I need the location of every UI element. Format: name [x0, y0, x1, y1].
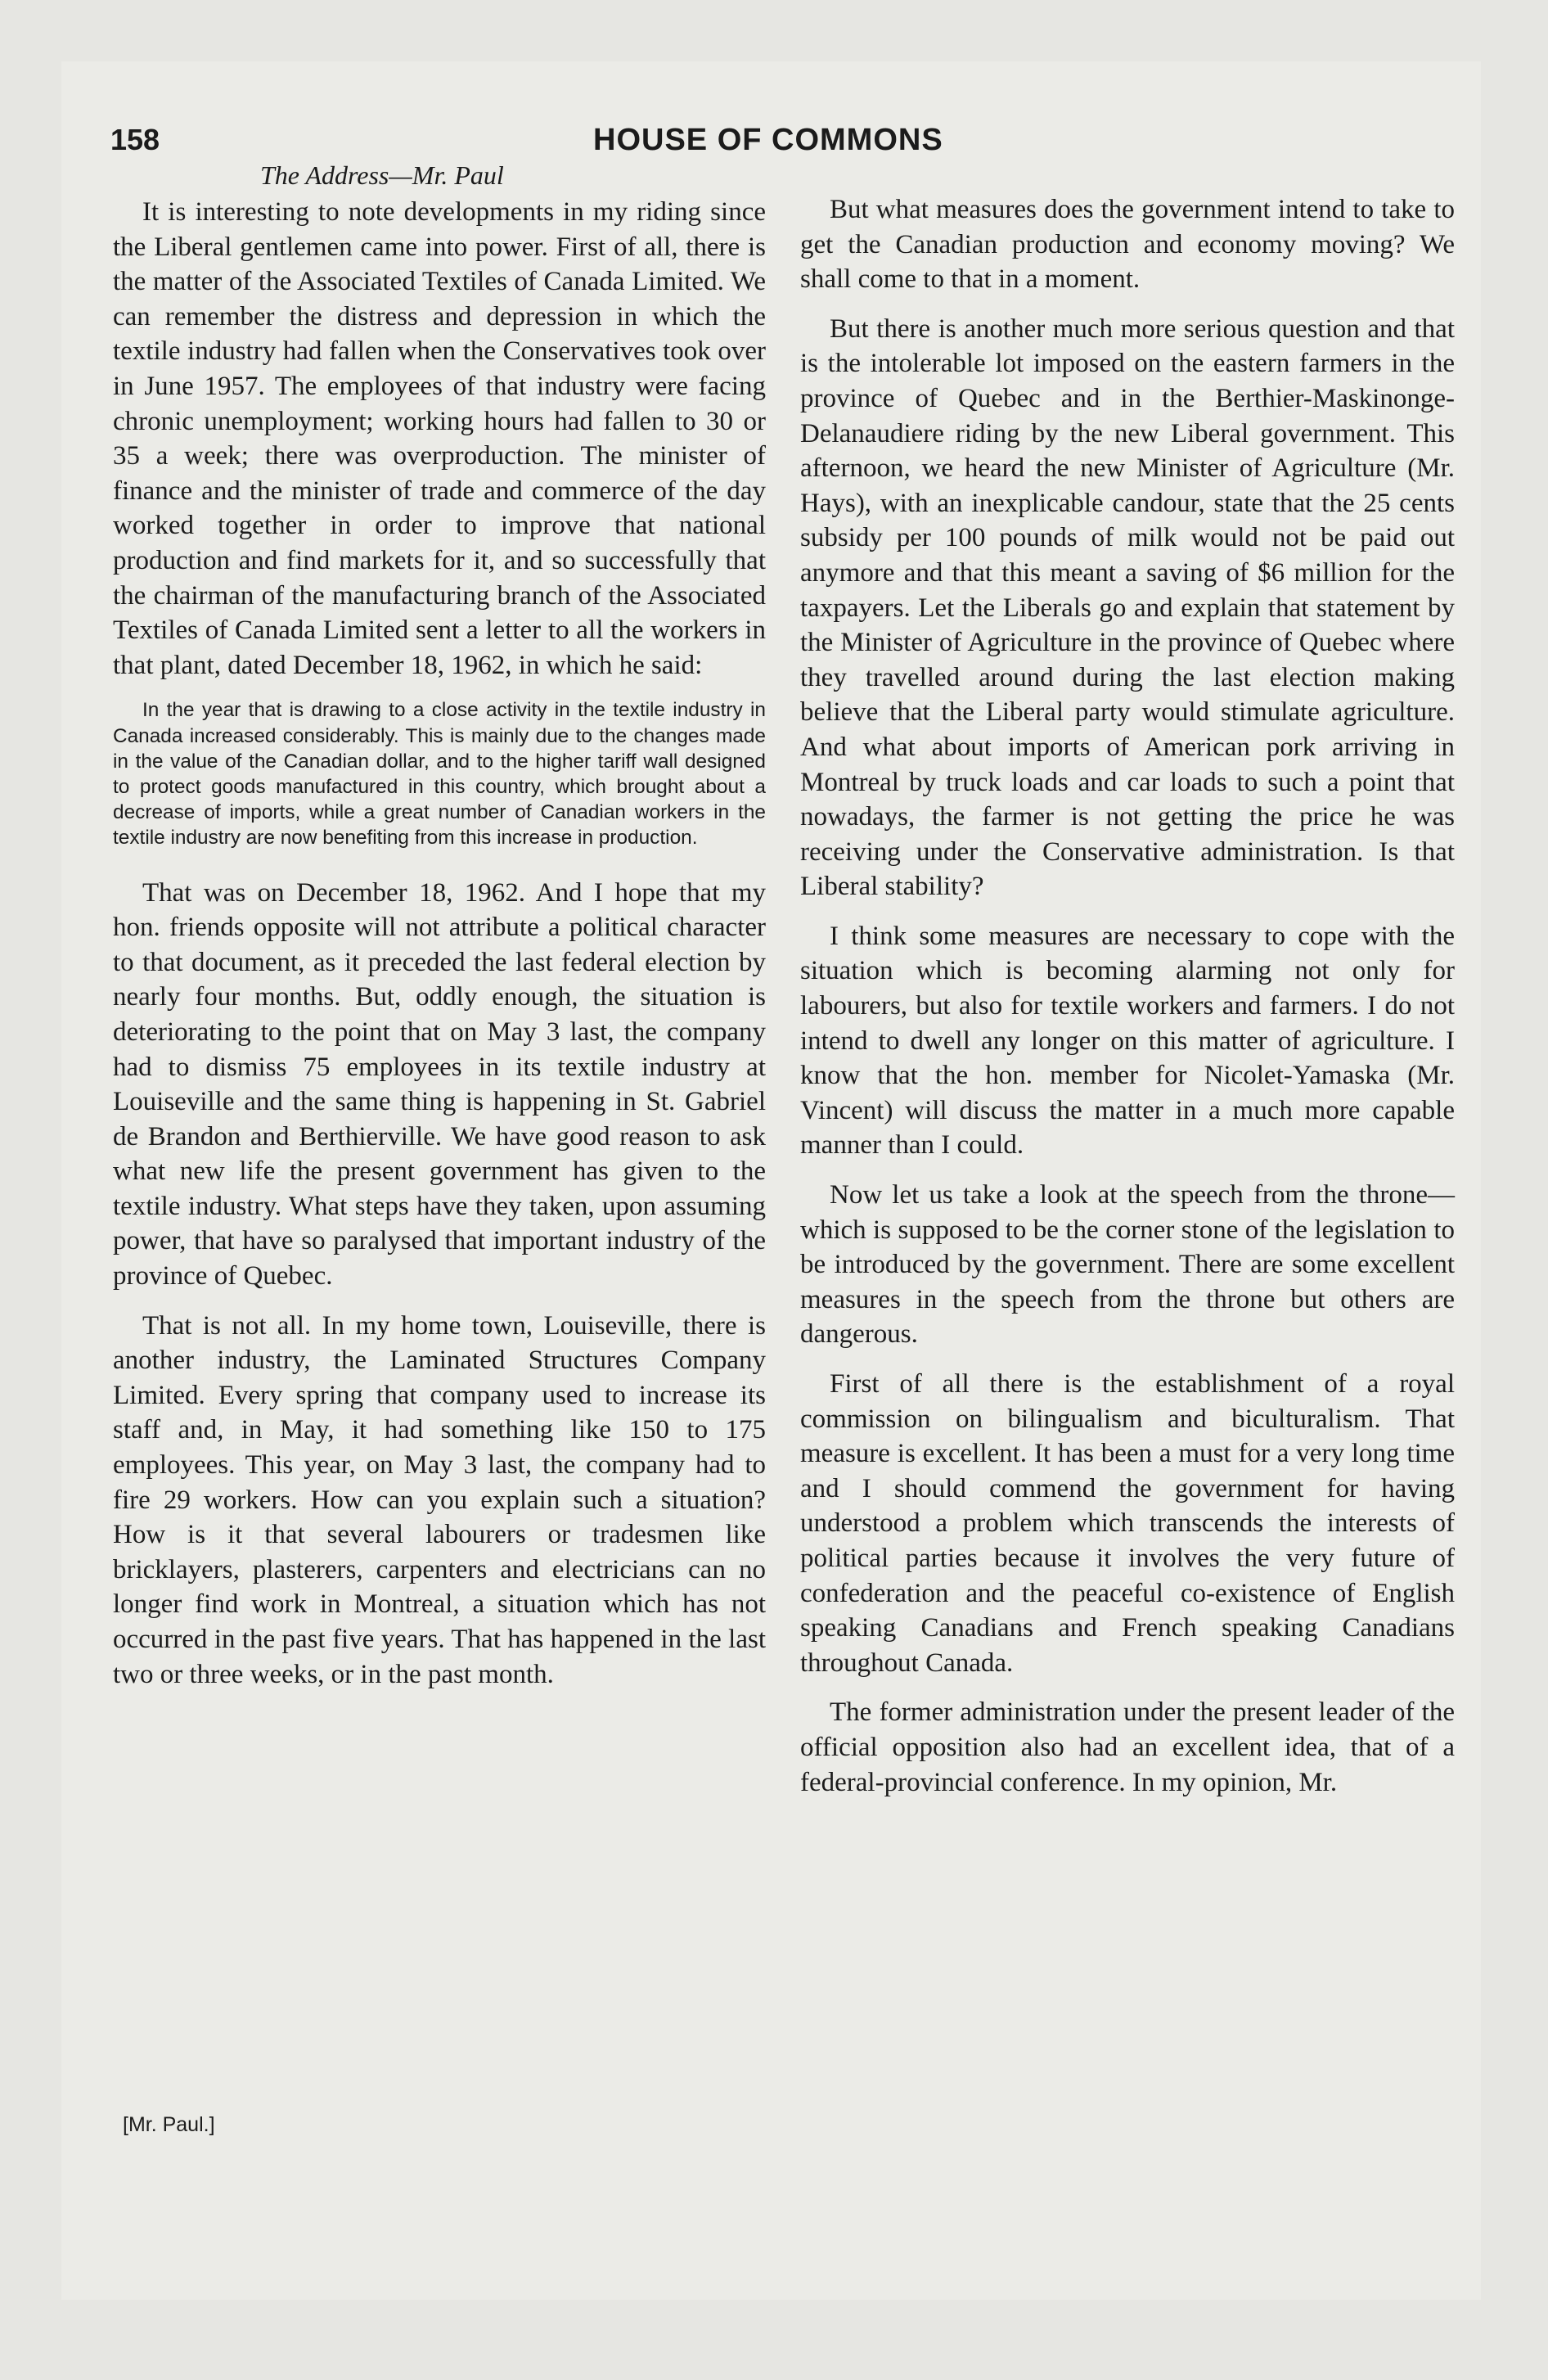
paragraph: I think some measures are necessary to cope with the situation which is becoming alarming not only for labourers, but also for textile workers and farmers. I do not intend to dwell any longer on this matter of agriculture. I know that the hon. member for Nicolet-Yamaska (Mr. Vincent) will discuss the matter in a much more capable manner than I could. — [800, 921, 1455, 1161]
page-number: 158 — [110, 123, 160, 156]
paragraph: But there is another much more serious question and that is the intolerable lot imposed on the eastern farmers in the province of Quebec and in the Berthier-Maskinonge-Delanaudiere riding by the new Liberal government. This afternoon, we heard the new Minister of Agriculture (Mr. Hays), with an inexplicable candour, state that the 25 cents subsidy per 100 pounds of milk would not be paid out anymore and that this meant a saving of $6 million for the taxpayers. Let the Liberals go and explain that statement by the Minister of Agriculture in the province of Quebec where they travelled around during the last election making believe that the Liberal party would stimulate agriculture. And what about imports of American pork arriving in Montreal by truck loads and car loads to such a point that nowadays, the farmer is not getting the price he was receiving under the Conservative administration. Is that Liberal stability? — [800, 313, 1455, 902]
paragraph: First of all there is the establishment of a royal commission on bilingualism and biculturalism. That measure is excellent. It has been a must for a very long time and I should commend the government for having understood a problem which transcends the interests of political parties because it involves the very future of confederation and the peaceful co-existence of English speaking Canadians and French speaking Canadians throughout Canada. — [800, 1369, 1455, 1678]
speaker-attribution: [Mr. Paul.] — [123, 2113, 215, 2136]
right-column — [800, 192, 1455, 1814]
paragraph: But what measures does the government intend to take to get the Canadian production and economy moving? We shall come to that in a moment. — [800, 195, 1455, 295]
section-subhead: The Address—Mr. Paul — [260, 160, 504, 190]
paragraph: That was on December 18, 1962. And I hope that my hon. friends opposite will not attribute a political character to that document, as it preceded the last federal election by nearly four months. But, oddly enough, the situation is deteriorating to the point that on May 3 last, the company had to dismiss 75 employees in its textile industry at Louiseville and the same thing is happening in St. Gabriel de Brandon and Berthierville. We have good reason to ask what new life the present government has given to the textile industry. What steps have they taken, upon assuming power, that have so paralysed that important industry of the province of Quebec. — [113, 877, 766, 1291]
running-head: HOUSE OF COMMONS — [593, 123, 943, 157]
paragraph: The former administration under the present leader of the official opposition also had an excellent idea, that of a federal-provincial conference. In my opinion, Mr. — [800, 1697, 1455, 1797]
paragraph: Now let us take a look at the speech from the throne—which is supposed to be the corner stone of the legislation to be introduced by the government. There are some excellent measures in the speech from the throne but others are dangerous. — [800, 1180, 1455, 1350]
paragraph: That is not all. In my home town, Louiseville, there is another industry, the Laminated Structures Company Limited. Every spring that company used to increase its staff and, in May, it had something like 150 to 175 employees. This year, on May 3 last, the company had to fire 29 workers. How can you explain such a situation? How is it that several labourers or tradesmen like bricklayers, plasterers, carpenters and electricians can no longer find work in Montreal, a situation which has not occurred in the past five years. That has happened in the last two or three weeks, or in the past month. — [113, 1310, 766, 1689]
paragraph: It is interesting to note developments in my riding since the Liberal gentlemen came into power. First of all, there is the matter of the Associated Textiles of Canada Limited. We can remember the distress and depression in which the textile industry had fallen when the Conservatives took over in June 1957. The employees of that industry were facing chronic unemployment; working hours had fallen to 30 or 35 a week; there was overproduction. The minister of finance and the minister of trade and commerce of the day worked together in order to improve that national production and find markets for it, and so successfully that the chairman of the manufacturing branch of the Associated Textiles of Canada Limited sent a letter to all the workers in that plant, dated December 18, 1962, in which he said: — [113, 197, 766, 680]
page-header — [110, 123, 1452, 164]
left-column — [113, 195, 766, 1706]
block-quote: In the year that is drawing to a close activity in the textile industry in Canada increased considerably. This is mainly due to the changes made in the value of the Canadian dollar, and to the higher tariff wall designed to protect goods manufactured in this country, which brought about a decrease of imports, while a great number of Canadian workers in the textile industry are now benefiting from this increase in production. — [113, 699, 766, 850]
